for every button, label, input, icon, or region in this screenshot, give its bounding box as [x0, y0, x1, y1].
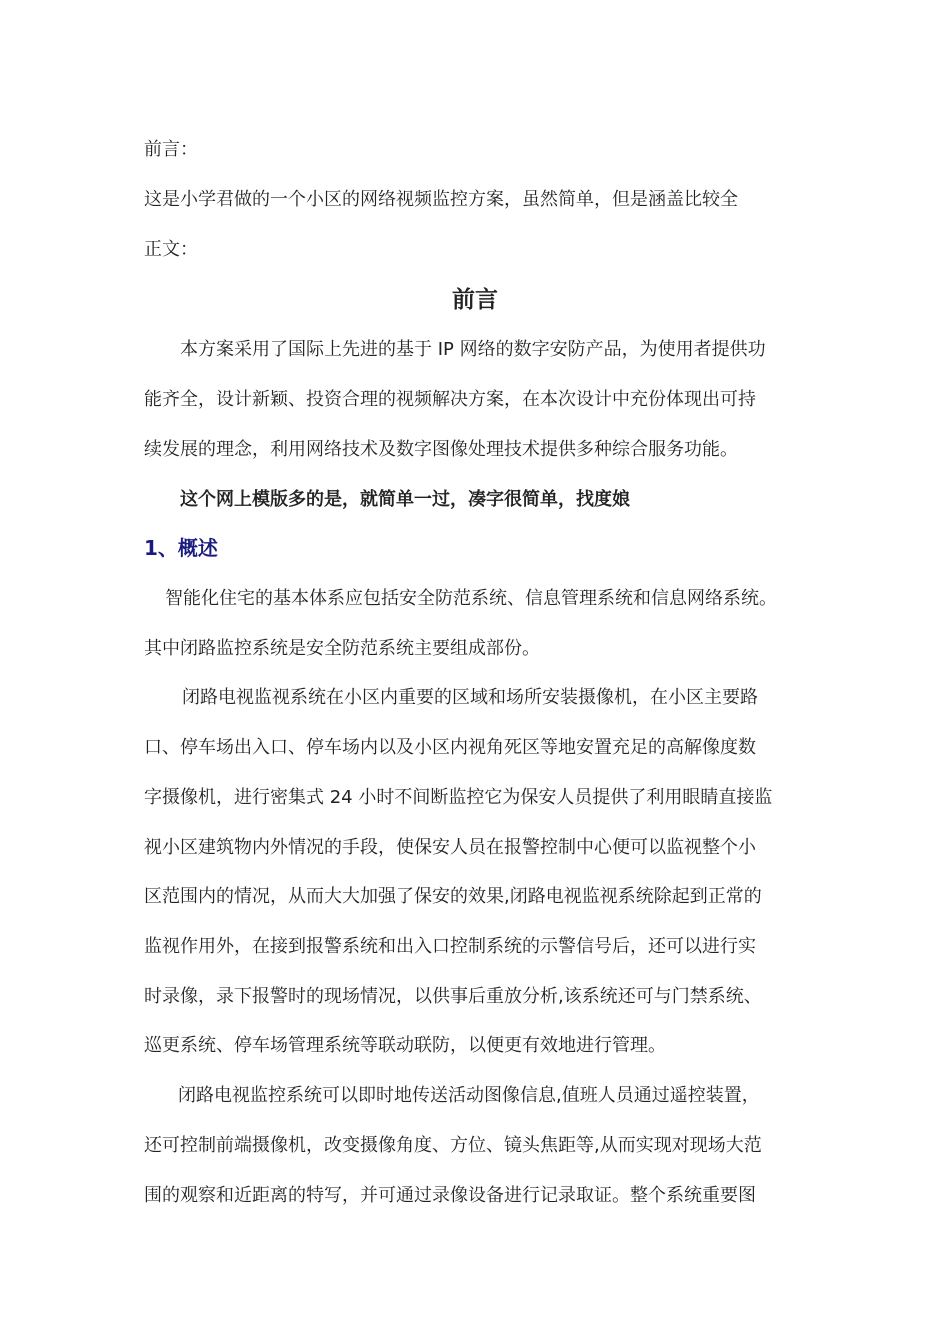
paragraph-line: 口、停车场出入口、停车场内以及小区内视角死区等地安置充足的高解像度数: [144, 737, 756, 758]
paragraph-line: 围的观察和近距离的特写，并可通过录像设备进行记录取证。整个系统重要图: [144, 1185, 756, 1206]
paragraph-line: 还可控制前端摄像机，改变摄像角度、方位、镜头焦距等,从而实现对现场大范: [144, 1135, 762, 1156]
foreword-line: 续发展的理念，利用网络技术及数字图像处理技术提供多种综合服务功能。: [144, 439, 738, 460]
paragraph-line: 闭路电视监视系统在小区内重要的区域和场所安装摄像机，在小区主要路: [182, 687, 758, 708]
paragraph-line: 时录像，录下报警时的现场情况，以供事后重放分析,该系统还可与门禁系统、: [144, 986, 762, 1007]
section-heading: 1、概述: [144, 536, 218, 560]
paragraph-line: 字摄像机，进行密集式 24 小时不间断监控它为保安人员提供了利用眼睛直接监: [144, 787, 773, 808]
intro-description: 这是小学君做的一个小区的网络视频监控方案，虽然简单，但是涵盖比较全: [144, 189, 738, 210]
paragraph-line: 智能化住宅的基本体系应包括安全防范系统、信息管理系统和信息网络系统。: [165, 588, 777, 609]
intro-label: 前言：: [144, 139, 198, 160]
paragraph-line: 闭路电视监控系统可以即时地传送活动图像信息,值班人员通过遥控装置，: [178, 1085, 760, 1106]
paragraph-line: 视小区建筑物内外情况的手段，使保安人员在报警控制中心便可以监视整个小: [144, 837, 756, 858]
foreword-note: 这个网上模版多的是，就简单一过，凑字很简单，找度娘: [180, 489, 630, 510]
paragraph-line: 其中闭路监控系统是安全防范系统主要组成部份。: [144, 638, 540, 659]
paragraph-line: 巡更系统、停车场管理系统等联动联防，以便更有效地进行管理。: [144, 1035, 666, 1056]
foreword-line: 本方案采用了国际上先进的基于 IP 网络的数字安防产品，为使用者提供功: [180, 339, 766, 360]
body-label: 正文：: [144, 239, 198, 260]
foreword-line: 能齐全，设计新颖、投资合理的视频解决方案，在本次设计中充份体现出可持: [144, 389, 756, 410]
page-title: 前言: [452, 287, 498, 313]
paragraph-line: 监视作用外，在接到报警系统和出入口控制系统的示警信号后，还可以进行实: [144, 936, 756, 957]
paragraph-line: 区范围内的情况，从而大大加强了保安的效果,闭路电视监视系统除起到正常的: [144, 886, 762, 907]
